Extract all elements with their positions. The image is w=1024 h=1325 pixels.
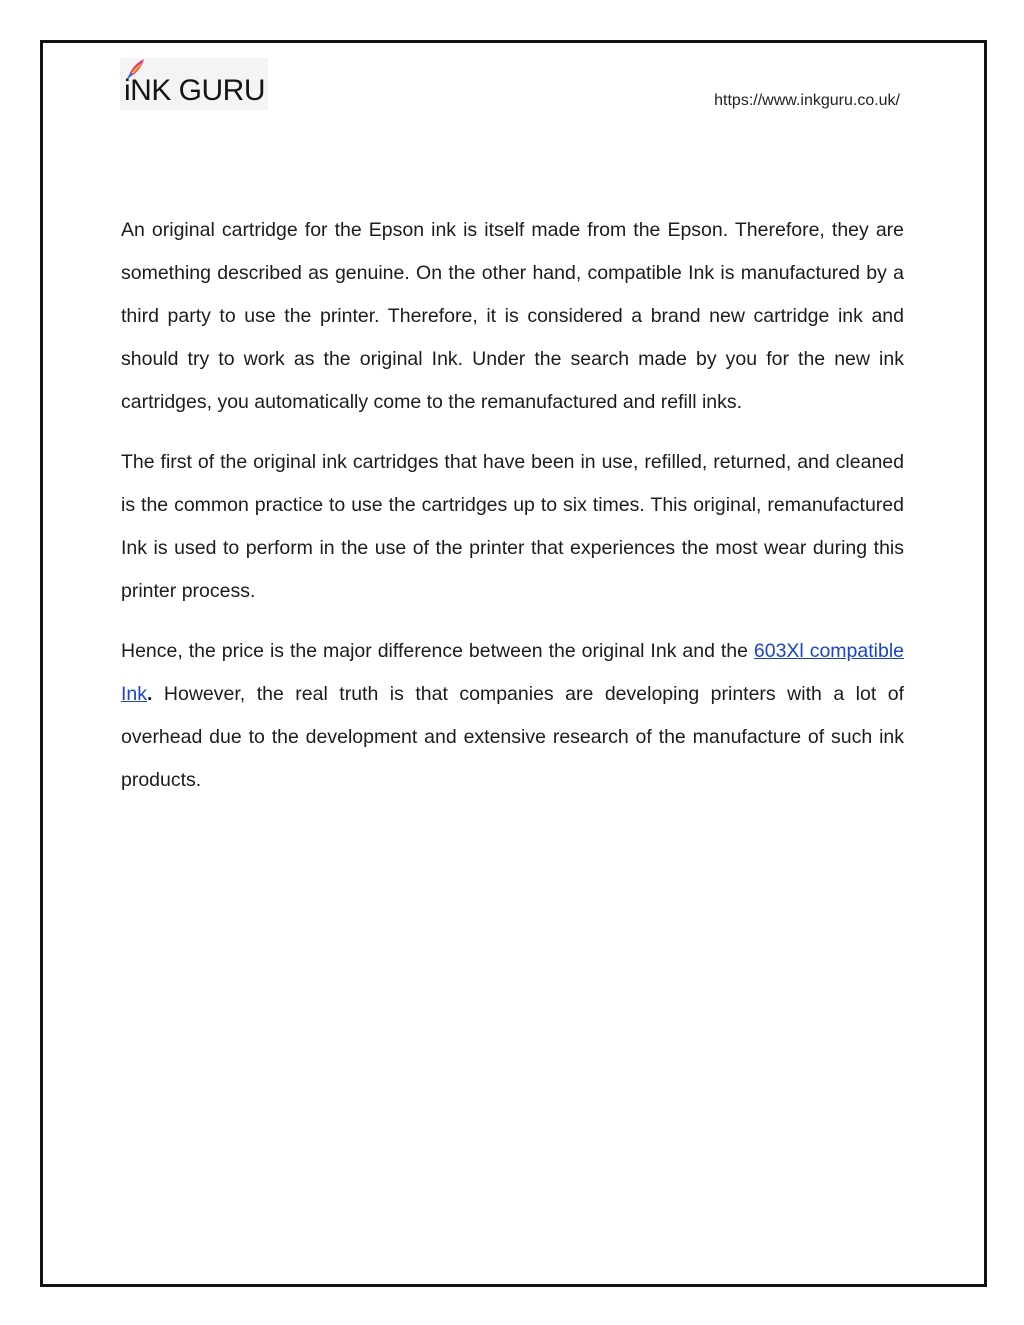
paragraph-3-period: . [147,683,153,705]
document-body [121,209,904,819]
compatible-ink-link[interactable]: 603Xl compatible Ink [121,640,904,705]
site-url: https://www.inkguru.co.uk/ [714,92,900,109]
paragraph-3-lead: Hence, the price is the major difference between the original Ink and the [121,640,754,662]
paragraph-2: The first of the original ink cartridges that have been in use, refilled, returned, and cleaned is the common practice to use the cartridges up to six times. This original, remanufactured Ink is used to perform in the use of the printer that experiences the most wear during this printer process. [121,451,904,602]
paragraph-3 [121,630,904,802]
paragraph-3-rest: However, the real truth is that companies are developing printers with a lot of overhead due to the development and extensive research of the manufacture of such ink products. [121,683,904,791]
paragraph-1: An original cartridge for the Epson ink is itself made from the Epson. Therefore, they are something described as genuine. On the other hand, compatible Ink is manufactured by a third party to use the printer. Therefore, it is considered a brand new cartridge ink and should try to work as the original Ink. Under the search made by you for the new ink cartridges, you automatically come to the remanufactured and refill inks. [121,219,904,413]
ink-guru-logo [120,58,268,110]
logo-text: iNK GURU [124,74,266,107]
